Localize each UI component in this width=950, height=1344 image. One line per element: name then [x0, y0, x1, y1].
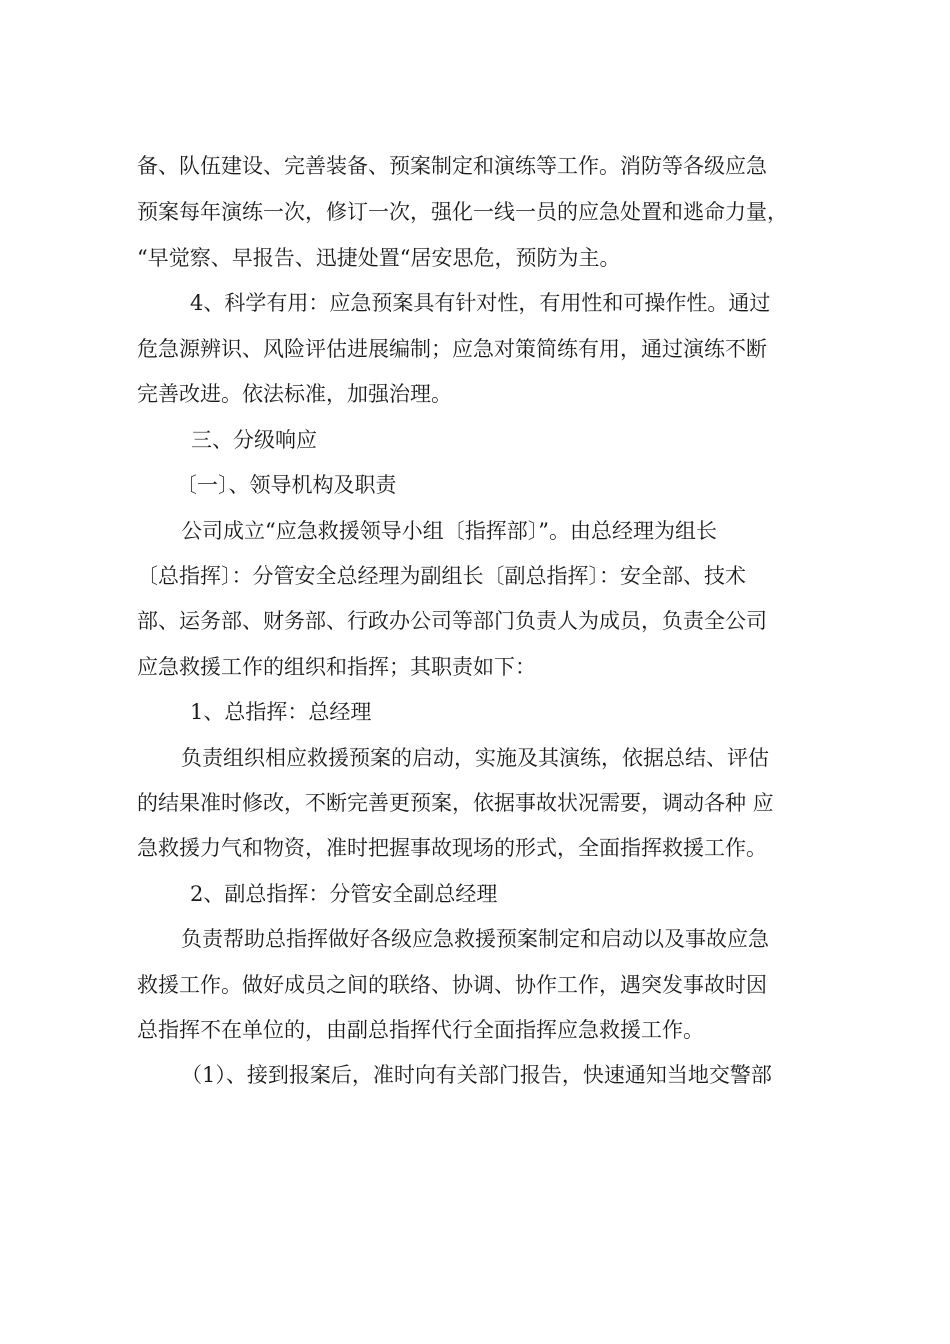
text-line: 完善改进。依法标准，加强治理。: [137, 382, 452, 406]
text-line: 危急源辨识、风险评估进展编制；应急对策简练有用，通过演练不断: [137, 337, 767, 361]
section-heading: 三、分级响应: [191, 428, 317, 452]
text-line: 总指挥不在单位的，由副总指挥代行全面指挥应急救援工作。: [137, 1018, 704, 1042]
text-line: “早觉察、早报告、迅捷处置“居安思危，预防为主。: [137, 246, 621, 270]
text-line: 〔总指挥〕：分管安全总经理为副组长〔副总指挥〕：安全部、技术: [137, 564, 746, 588]
subsection-heading: 〔一〕、领导机构及职责: [176, 473, 397, 497]
text-line: 急救援力气和物资，准时把握事故现场的形式，全面指挥救援工作。: [137, 836, 767, 860]
text-line: 应急救援工作的组织和指挥；其职责如下：: [137, 655, 536, 679]
text-line: 预案每年演练一次，修订一次，强化一线一员的应急处置和逃命力量，: [137, 200, 788, 224]
item-heading: 1、总指挥：总经理: [190, 700, 372, 724]
text-line: 的结果准时修改，不断完善更预案，依据事故状况需要，调动各种 应: [137, 791, 774, 815]
text-line: 负责组织相应救援预案的启动，实施及其演练，依据总结、评估: [181, 746, 769, 770]
text-line: 负责帮助总指挥做好各级应急救援预案制定和启动以及事故应急: [181, 927, 769, 951]
text-line: 公司成立“应急救援领导小组〔指挥部〕”。由总经理为组长: [181, 519, 717, 543]
text-line: （1）、接到报案后，准时向有关部门报告，快速通知当地交警部: [181, 1063, 772, 1087]
item-heading: 2、副总指挥：分管安全副总经理: [190, 882, 498, 906]
text-line: 部、运务部、财务部、行政办公司等部门负责人为成员，负责全公司: [137, 609, 767, 633]
text-line: 备、队伍建设、完善装备、预案制定和演练等工作。消防等各级应急: [137, 154, 767, 178]
text-line: 救援工作。做好成员之间的联络、协调、协作工作，遇突发事故时因: [137, 973, 767, 997]
text-line: 4、科学有用：应急预案具有针对性，有用性和可操作性。通过: [190, 291, 771, 315]
